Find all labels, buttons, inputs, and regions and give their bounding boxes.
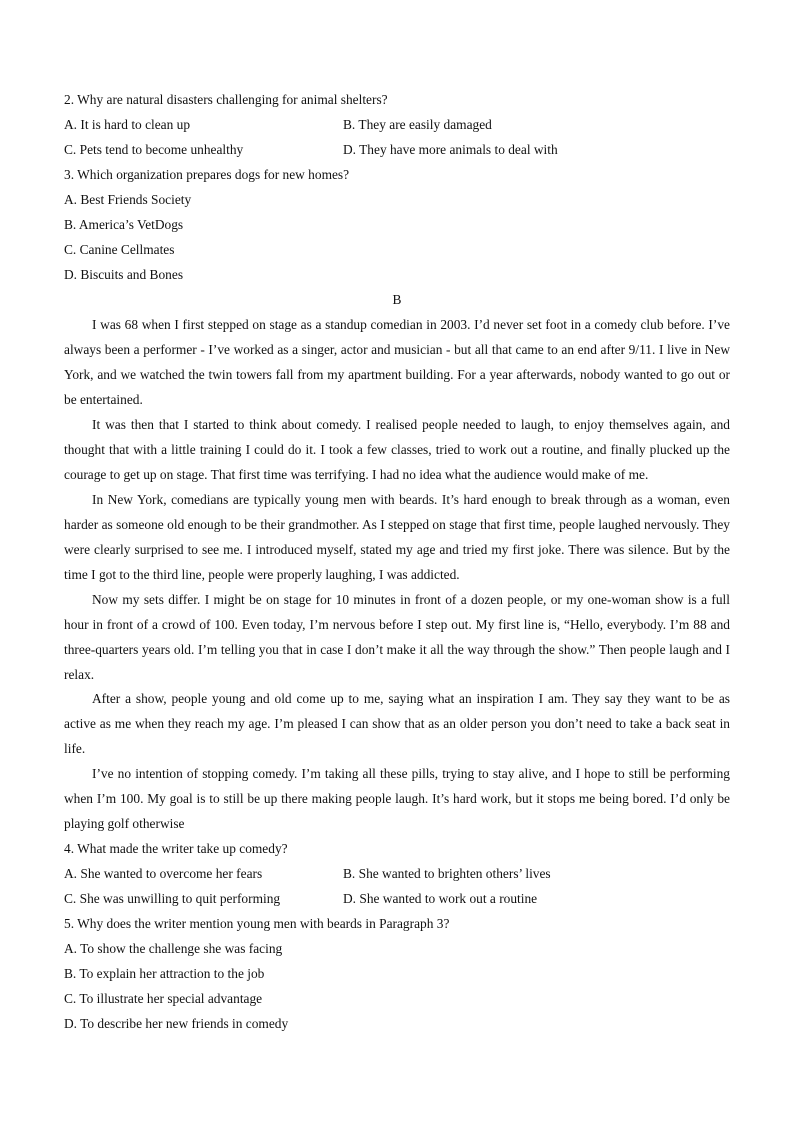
question-2-option-b: B. They are easily damaged bbox=[343, 117, 492, 132]
question-4-stem: 4. What made the writer take up comedy? bbox=[64, 841, 288, 856]
question-2-stem: 2. Why are natural disasters challenging for animal shelters? bbox=[64, 92, 388, 107]
question-3-option-c: C. Canine Cellmates bbox=[64, 242, 175, 257]
question-4-option-b: B. She wanted to brighten others’ lives bbox=[343, 866, 551, 881]
question-4-option-a: A. She wanted to overcome her fears bbox=[64, 866, 263, 881]
question-3-option-b: B. America’s VetDogs bbox=[64, 217, 184, 232]
question-5-stem: 5. Why does the writer mention young men with beards in Paragraph 3? bbox=[64, 916, 450, 931]
question-2-option-a: A. It is hard to clean up bbox=[64, 117, 191, 132]
passage-paragraph-6: I’ve no intention of stopping comedy. I’m taking all these pills, trying to stay alive, and I hope to still be performing when I’m 100. My goal is to still be up there making people laugh. It’s hard work, but it stops me being bored. I’d only be playing golf otherwise bbox=[64, 766, 730, 831]
question-4-option-c: C. She was unwilling to quit performing bbox=[64, 891, 281, 906]
question-5-option-c: C. To illustrate her special advantage bbox=[64, 991, 263, 1006]
question-3-stem: 3. Which organization prepares dogs for new homes? bbox=[64, 167, 350, 182]
passage-paragraph-5: After a show, people young and old come up to me, saying what an inspiration I am. They say they want to be as active as me when they reach my age. I’m pleased I can show that as an older person you don’t need to take a back seat in life. bbox=[64, 691, 730, 756]
question-2-option-c: C. Pets tend to become unhealthy bbox=[64, 142, 244, 157]
section-b-heading: B bbox=[392, 292, 402, 307]
question-4-option-d: D. She wanted to work out a routine bbox=[343, 891, 538, 906]
passage-paragraph-2: It was then that I started to think about comedy. I realised people needed to laugh, to enjoy themselves again, and thought that with a little training I could do it. I took a few classes, tried to work out a routine, and finally plucked up the courage to get up on stage. That first time was terrifying. I had no idea what the audience would make of me. bbox=[64, 417, 730, 482]
question-2-option-d: D. They have more animals to deal with bbox=[343, 142, 558, 157]
passage-paragraph-1: I was 68 when I first stepped on stage as a standup comedian in 2003. I’d never set foot in a comedy club before. I’ve always been a performer - I’ve worked as a singer, actor and musician - but all that came to an end after 9/11. I live in New York, and we watched the twin towers fall from my apartment building. For a year afterwards, nobody wanted to go out or be entertained. bbox=[64, 317, 730, 407]
question-5-option-b: B. To explain her attraction to the job bbox=[64, 966, 265, 981]
question-5-option-a: A. To show the challenge she was facing bbox=[64, 941, 283, 956]
question-3-option-a: A. Best Friends Society bbox=[64, 192, 192, 207]
question-5-option-d: D. To describe her new friends in comedy bbox=[64, 1016, 289, 1031]
passage-paragraph-4: Now my sets differ. I might be on stage for 10 minutes in front of a dozen people, or my one-woman show is a full hour in front of a crowd of 100. Even today, I’m nervous before I step out. My first line is, “Hello, everybody. I’m 88 and three-quarters years old. I’m telling you that in case I don’t make it all the way through the show.” Then people laugh and I relax. bbox=[64, 592, 730, 682]
question-3-option-d: D. Biscuits and Bones bbox=[64, 267, 184, 282]
passage-paragraph-3: In New York, comedians are typically young men with beards. It’s hard enough to break through as a woman, even harder as someone old enough to be their grandmother. As I stepped on stage that first time, people laughed nervously. They were clearly surprised to see me. I introduced myself, stated my age and tried my first joke. There was silence. But by the time I got to the third line, people were properly laughing, I was addicted. bbox=[64, 492, 730, 582]
